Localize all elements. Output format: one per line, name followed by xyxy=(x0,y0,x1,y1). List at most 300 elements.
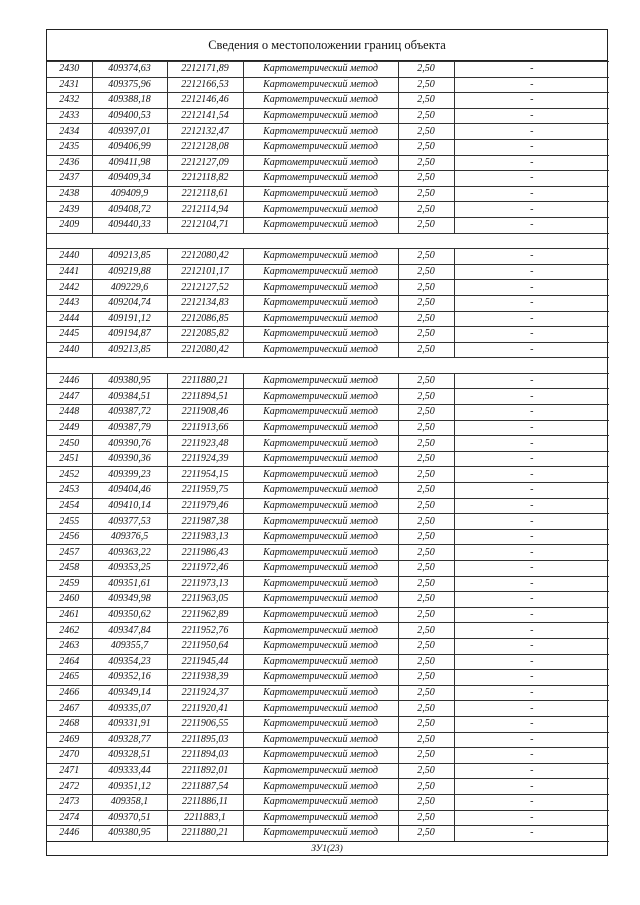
description: - xyxy=(454,124,609,140)
y-coordinate: 2211979,46 xyxy=(167,498,243,514)
point-number: 2471 xyxy=(47,763,92,779)
point-number: 2445 xyxy=(47,327,92,343)
method: Картометрический метод xyxy=(243,311,398,327)
table-row xyxy=(47,280,609,296)
description: - xyxy=(454,108,609,124)
accuracy: 2,50 xyxy=(398,217,454,233)
x-coordinate: 409353,25 xyxy=(92,561,167,577)
method: Картометрический метод xyxy=(243,716,398,732)
point-number: 2434 xyxy=(47,124,92,140)
table-row xyxy=(47,451,609,467)
accuracy: 2,50 xyxy=(398,576,454,592)
accuracy: 2,50 xyxy=(398,436,454,452)
x-coordinate: 409350,62 xyxy=(92,607,167,623)
accuracy: 2,50 xyxy=(398,779,454,795)
table-row xyxy=(47,638,609,654)
table-row xyxy=(47,405,609,421)
point-number: 2458 xyxy=(47,561,92,577)
x-coordinate: 409388,18 xyxy=(92,93,167,109)
method: Картометрический метод xyxy=(243,217,398,233)
description: - xyxy=(454,561,609,577)
accuracy: 2,50 xyxy=(398,405,454,421)
table-row xyxy=(47,623,609,639)
description: - xyxy=(454,794,609,810)
method: Картометрический метод xyxy=(243,139,398,155)
group-separator xyxy=(47,358,609,374)
description: - xyxy=(454,280,609,296)
accuracy: 2,50 xyxy=(398,155,454,171)
method: Картометрический метод xyxy=(243,62,398,78)
table-row xyxy=(47,576,609,592)
point-number: 2443 xyxy=(47,295,92,311)
point-number: 2474 xyxy=(47,810,92,826)
description: - xyxy=(454,217,609,233)
method: Картометрический метод xyxy=(243,264,398,280)
x-coordinate: 409191,12 xyxy=(92,311,167,327)
x-coordinate: 409390,36 xyxy=(92,451,167,467)
x-coordinate: 409399,23 xyxy=(92,467,167,483)
method: Картометрический метод xyxy=(243,794,398,810)
y-coordinate: 2211880,21 xyxy=(167,826,243,842)
point-number: 2446 xyxy=(47,373,92,389)
point-number: 2470 xyxy=(47,748,92,764)
x-coordinate: 409406,99 xyxy=(92,139,167,155)
description: - xyxy=(454,514,609,530)
y-coordinate: 2211913,66 xyxy=(167,420,243,436)
description: - xyxy=(454,732,609,748)
method: Картометрический метод xyxy=(243,701,398,717)
accuracy: 2,50 xyxy=(398,420,454,436)
accuracy: 2,50 xyxy=(398,794,454,810)
accuracy: 2,50 xyxy=(398,171,454,187)
point-number: 2439 xyxy=(47,202,92,218)
y-coordinate: 2211892,01 xyxy=(167,763,243,779)
table-row xyxy=(47,342,609,358)
table-row xyxy=(47,748,609,764)
accuracy: 2,50 xyxy=(398,670,454,686)
y-coordinate: 2212085,82 xyxy=(167,327,243,343)
description: - xyxy=(454,264,609,280)
accuracy: 2,50 xyxy=(398,202,454,218)
point-number: 2460 xyxy=(47,592,92,608)
table-row xyxy=(47,264,609,280)
y-coordinate: 2211959,75 xyxy=(167,483,243,499)
method: Картометрический метод xyxy=(243,108,398,124)
accuracy: 2,50 xyxy=(398,483,454,499)
table-row xyxy=(47,249,609,265)
table-row xyxy=(47,420,609,436)
x-coordinate: 409328,51 xyxy=(92,748,167,764)
table-row xyxy=(47,62,609,78)
x-coordinate: 409387,79 xyxy=(92,420,167,436)
accuracy: 2,50 xyxy=(398,451,454,467)
y-coordinate: 2211920,41 xyxy=(167,701,243,717)
method: Картометрический метод xyxy=(243,77,398,93)
description: - xyxy=(454,327,609,343)
accuracy: 2,50 xyxy=(398,498,454,514)
method: Картометрический метод xyxy=(243,670,398,686)
accuracy: 2,50 xyxy=(398,295,454,311)
x-coordinate: 409358,1 xyxy=(92,794,167,810)
point-number: 2455 xyxy=(47,514,92,530)
method: Картометрический метод xyxy=(243,436,398,452)
accuracy: 2,50 xyxy=(398,327,454,343)
point-number: 2435 xyxy=(47,139,92,155)
description: - xyxy=(454,186,609,202)
description: - xyxy=(454,467,609,483)
method: Картометрический метод xyxy=(243,685,398,701)
point-number: 2473 xyxy=(47,794,92,810)
description: - xyxy=(454,436,609,452)
description: - xyxy=(454,592,609,608)
accuracy: 2,50 xyxy=(398,716,454,732)
y-coordinate: 2211906,55 xyxy=(167,716,243,732)
table-row xyxy=(47,794,609,810)
method: Картометрический метод xyxy=(243,779,398,795)
table-row xyxy=(47,467,609,483)
description: - xyxy=(454,716,609,732)
method: Картометрический метод xyxy=(243,342,398,358)
point-number: 2466 xyxy=(47,685,92,701)
y-coordinate: 2212118,61 xyxy=(167,186,243,202)
description: - xyxy=(454,62,609,78)
x-coordinate: 409213,85 xyxy=(92,249,167,265)
y-coordinate: 2211983,13 xyxy=(167,529,243,545)
x-coordinate: 409397,01 xyxy=(92,124,167,140)
table-row xyxy=(47,171,609,187)
point-number: 2456 xyxy=(47,529,92,545)
method: Картометрический метод xyxy=(243,186,398,202)
point-number: 2448 xyxy=(47,405,92,421)
y-coordinate: 2211950,64 xyxy=(167,638,243,654)
y-coordinate: 2212118,82 xyxy=(167,171,243,187)
table-row xyxy=(47,373,609,389)
y-coordinate: 2211908,46 xyxy=(167,405,243,421)
y-coordinate: 2211880,21 xyxy=(167,373,243,389)
table-row xyxy=(47,529,609,545)
description: - xyxy=(454,685,609,701)
x-coordinate: 409400,53 xyxy=(92,108,167,124)
x-coordinate: 409370,51 xyxy=(92,810,167,826)
x-coordinate: 409229,6 xyxy=(92,280,167,296)
accuracy: 2,50 xyxy=(398,701,454,717)
method: Картометрический метод xyxy=(243,592,398,608)
accuracy: 2,50 xyxy=(398,342,454,358)
table-row xyxy=(47,436,609,452)
accuracy: 2,50 xyxy=(398,249,454,265)
method: Картометрический метод xyxy=(243,810,398,826)
sheet-label: ЗУ1(23) xyxy=(47,841,607,855)
accuracy: 2,50 xyxy=(398,763,454,779)
y-coordinate: 2212166,53 xyxy=(167,77,243,93)
point-number: 2444 xyxy=(47,311,92,327)
point-number: 2430 xyxy=(47,62,92,78)
description: - xyxy=(454,810,609,826)
accuracy: 2,50 xyxy=(398,280,454,296)
x-coordinate: 409410,14 xyxy=(92,498,167,514)
table-row xyxy=(47,498,609,514)
method: Картометрический метод xyxy=(243,826,398,842)
y-coordinate: 2212127,52 xyxy=(167,280,243,296)
table-row xyxy=(47,124,609,140)
point-number: 2433 xyxy=(47,108,92,124)
point-number: 2457 xyxy=(47,545,92,561)
accuracy: 2,50 xyxy=(398,654,454,670)
table-row xyxy=(47,139,609,155)
method: Картометрический метод xyxy=(243,561,398,577)
table-row xyxy=(47,810,609,826)
y-coordinate: 2211962,89 xyxy=(167,607,243,623)
point-number: 2463 xyxy=(47,638,92,654)
table-row xyxy=(47,561,609,577)
point-number: 2437 xyxy=(47,171,92,187)
x-coordinate: 409213,85 xyxy=(92,342,167,358)
accuracy: 2,50 xyxy=(398,77,454,93)
accuracy: 2,50 xyxy=(398,607,454,623)
point-number: 2469 xyxy=(47,732,92,748)
method: Картометрический метод xyxy=(243,763,398,779)
x-coordinate: 409440,33 xyxy=(92,217,167,233)
accuracy: 2,50 xyxy=(398,732,454,748)
accuracy: 2,50 xyxy=(398,826,454,842)
point-number: 2453 xyxy=(47,483,92,499)
method: Картометрический метод xyxy=(243,202,398,218)
point-number: 2462 xyxy=(47,623,92,639)
document-frame xyxy=(46,29,608,856)
y-coordinate: 2212128,08 xyxy=(167,139,243,155)
x-coordinate: 409349,98 xyxy=(92,592,167,608)
method: Картометрический метод xyxy=(243,732,398,748)
table-row xyxy=(47,763,609,779)
method: Картометрический метод xyxy=(243,249,398,265)
y-coordinate: 2212104,71 xyxy=(167,217,243,233)
accuracy: 2,50 xyxy=(398,389,454,405)
x-coordinate: 409333,44 xyxy=(92,763,167,779)
description: - xyxy=(454,623,609,639)
description: - xyxy=(454,420,609,436)
point-number: 2409 xyxy=(47,217,92,233)
y-coordinate: 2211886,11 xyxy=(167,794,243,810)
accuracy: 2,50 xyxy=(398,186,454,202)
point-number: 2467 xyxy=(47,701,92,717)
y-coordinate: 2212141,54 xyxy=(167,108,243,124)
table-row xyxy=(47,716,609,732)
accuracy: 2,50 xyxy=(398,545,454,561)
description: - xyxy=(454,155,609,171)
description: - xyxy=(454,77,609,93)
y-coordinate: 2211972,46 xyxy=(167,561,243,577)
method: Картометрический метод xyxy=(243,748,398,764)
table-row xyxy=(47,295,609,311)
accuracy: 2,50 xyxy=(398,93,454,109)
method: Картометрический метод xyxy=(243,514,398,530)
x-coordinate: 409408,72 xyxy=(92,202,167,218)
point-number: 2432 xyxy=(47,93,92,109)
x-coordinate: 409355,7 xyxy=(92,638,167,654)
description: - xyxy=(454,139,609,155)
method: Картометрический метод xyxy=(243,373,398,389)
method: Картометрический метод xyxy=(243,529,398,545)
x-coordinate: 409384,51 xyxy=(92,389,167,405)
table-row xyxy=(47,202,609,218)
point-number: 2472 xyxy=(47,779,92,795)
y-coordinate: 2211923,48 xyxy=(167,436,243,452)
y-coordinate: 2212171,89 xyxy=(167,62,243,78)
point-number: 2450 xyxy=(47,436,92,452)
table-row xyxy=(47,311,609,327)
x-coordinate: 409351,12 xyxy=(92,779,167,795)
y-coordinate: 2211954,15 xyxy=(167,467,243,483)
table-row xyxy=(47,545,609,561)
table-row xyxy=(47,108,609,124)
y-coordinate: 2211963,05 xyxy=(167,592,243,608)
separator-cell xyxy=(47,358,609,374)
y-coordinate: 2211894,51 xyxy=(167,389,243,405)
accuracy: 2,50 xyxy=(398,108,454,124)
accuracy: 2,50 xyxy=(398,514,454,530)
y-coordinate: 2211938,39 xyxy=(167,670,243,686)
table-row xyxy=(47,389,609,405)
point-number: 2446 xyxy=(47,826,92,842)
accuracy: 2,50 xyxy=(398,124,454,140)
point-number: 2461 xyxy=(47,607,92,623)
table-row xyxy=(47,701,609,717)
y-coordinate: 2211987,38 xyxy=(167,514,243,530)
description: - xyxy=(454,701,609,717)
point-number: 2468 xyxy=(47,716,92,732)
point-number: 2436 xyxy=(47,155,92,171)
group-separator xyxy=(47,233,609,249)
accuracy: 2,50 xyxy=(398,264,454,280)
description: - xyxy=(454,748,609,764)
y-coordinate: 2211924,37 xyxy=(167,685,243,701)
description: - xyxy=(454,607,609,623)
x-coordinate: 409194,87 xyxy=(92,327,167,343)
method: Картометрический метод xyxy=(243,498,398,514)
method: Картометрический метод xyxy=(243,155,398,171)
method: Картометрический метод xyxy=(243,483,398,499)
description: - xyxy=(454,249,609,265)
x-coordinate: 409347,84 xyxy=(92,623,167,639)
point-number: 2451 xyxy=(47,451,92,467)
method: Картометрический метод xyxy=(243,451,398,467)
x-coordinate: 409409,34 xyxy=(92,171,167,187)
table-row xyxy=(47,77,609,93)
x-coordinate: 409374,63 xyxy=(92,62,167,78)
description: - xyxy=(454,654,609,670)
description: - xyxy=(454,342,609,358)
table-row xyxy=(47,514,609,530)
x-coordinate: 409331,91 xyxy=(92,716,167,732)
y-coordinate: 2211894,03 xyxy=(167,748,243,764)
accuracy: 2,50 xyxy=(398,623,454,639)
y-coordinate: 2211883,1 xyxy=(167,810,243,826)
table-row xyxy=(47,826,609,842)
description: - xyxy=(454,483,609,499)
x-coordinate: 409411,98 xyxy=(92,155,167,171)
method: Картометрический метод xyxy=(243,576,398,592)
method: Картометрический метод xyxy=(243,93,398,109)
description: - xyxy=(454,545,609,561)
description: - xyxy=(454,779,609,795)
description: - xyxy=(454,826,609,842)
description: - xyxy=(454,529,609,545)
description: - xyxy=(454,373,609,389)
x-coordinate: 409349,14 xyxy=(92,685,167,701)
accuracy: 2,50 xyxy=(398,311,454,327)
point-number: 2465 xyxy=(47,670,92,686)
method: Картометрический метод xyxy=(243,405,398,421)
accuracy: 2,50 xyxy=(398,467,454,483)
x-coordinate: 409387,72 xyxy=(92,405,167,421)
accuracy: 2,50 xyxy=(398,529,454,545)
coordinates-table xyxy=(47,61,609,842)
x-coordinate: 409404,46 xyxy=(92,483,167,499)
table-row xyxy=(47,483,609,499)
accuracy: 2,50 xyxy=(398,592,454,608)
point-number: 2438 xyxy=(47,186,92,202)
point-number: 2454 xyxy=(47,498,92,514)
accuracy: 2,50 xyxy=(398,685,454,701)
description: - xyxy=(454,498,609,514)
y-coordinate: 2211973,13 xyxy=(167,576,243,592)
method: Картометрический метод xyxy=(243,420,398,436)
y-coordinate: 2212080,42 xyxy=(167,249,243,265)
method: Картометрический метод xyxy=(243,654,398,670)
description: - xyxy=(454,202,609,218)
accuracy: 2,50 xyxy=(398,748,454,764)
x-coordinate: 409354,23 xyxy=(92,654,167,670)
x-coordinate: 409409,9 xyxy=(92,186,167,202)
table-row xyxy=(47,93,609,109)
x-coordinate: 409328,77 xyxy=(92,732,167,748)
description: - xyxy=(454,638,609,654)
point-number: 2464 xyxy=(47,654,92,670)
table-row xyxy=(47,217,609,233)
table-row xyxy=(47,327,609,343)
method: Картометрический метод xyxy=(243,389,398,405)
description: - xyxy=(454,670,609,686)
description: - xyxy=(454,295,609,311)
description: - xyxy=(454,311,609,327)
x-coordinate: 409380,95 xyxy=(92,826,167,842)
table-row xyxy=(47,685,609,701)
table-row xyxy=(47,732,609,748)
method: Картометрический метод xyxy=(243,171,398,187)
y-coordinate: 2211887,54 xyxy=(167,779,243,795)
table-row xyxy=(47,654,609,670)
page-title: Сведения о местоположении границ объекта xyxy=(47,30,607,61)
description: - xyxy=(454,93,609,109)
method: Картометрический метод xyxy=(243,124,398,140)
table-row xyxy=(47,670,609,686)
y-coordinate: 2212127,09 xyxy=(167,155,243,171)
y-coordinate: 2212101,17 xyxy=(167,264,243,280)
x-coordinate: 409377,53 xyxy=(92,514,167,530)
table-row xyxy=(47,607,609,623)
description: - xyxy=(454,763,609,779)
x-coordinate: 409204,74 xyxy=(92,295,167,311)
point-number: 2440 xyxy=(47,249,92,265)
accuracy: 2,50 xyxy=(398,139,454,155)
method: Картометрический метод xyxy=(243,327,398,343)
x-coordinate: 409351,61 xyxy=(92,576,167,592)
method: Картометрический метод xyxy=(243,638,398,654)
method: Картометрический метод xyxy=(243,545,398,561)
method: Картометрический метод xyxy=(243,295,398,311)
x-coordinate: 409380,95 xyxy=(92,373,167,389)
description: - xyxy=(454,576,609,592)
